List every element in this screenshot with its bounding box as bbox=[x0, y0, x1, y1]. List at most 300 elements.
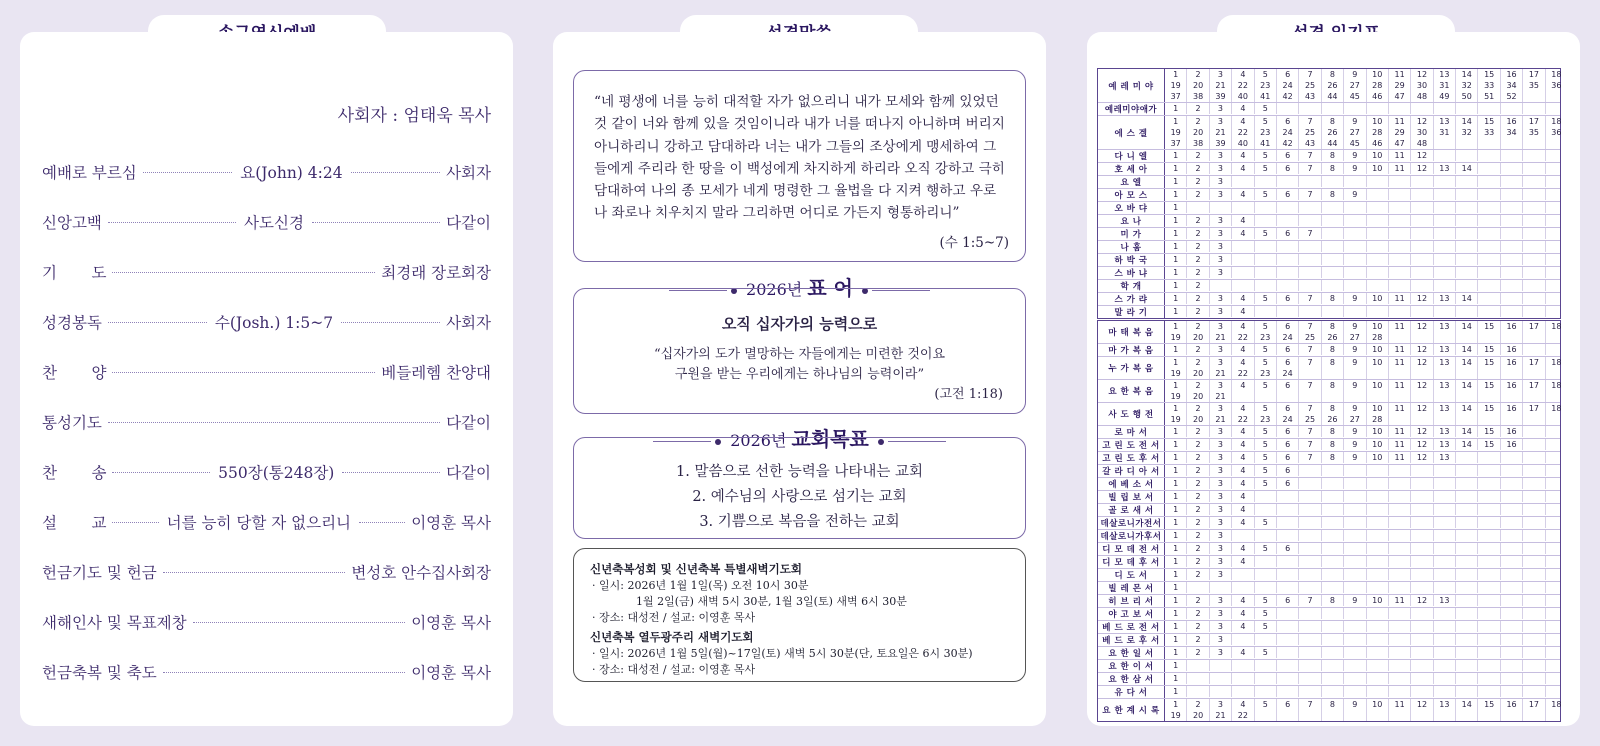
chapter-cell: 1 bbox=[1173, 190, 1179, 199]
chapter-cell: 14 bbox=[1455, 426, 1477, 437]
chapter-cell bbox=[1500, 621, 1522, 632]
chapter-line bbox=[1165, 163, 1567, 174]
chapter-cell bbox=[1254, 215, 1276, 226]
chapter-cell bbox=[1410, 647, 1432, 658]
chapter-cell: 28 bbox=[1366, 414, 1388, 425]
chapter-line bbox=[1165, 202, 1567, 213]
chapter-cell bbox=[1321, 582, 1343, 593]
chapter-cell: 3 bbox=[1209, 530, 1231, 541]
dotted-leader bbox=[108, 321, 207, 323]
chapter-cell: 7 bbox=[1298, 116, 1320, 127]
chapter-cell bbox=[1545, 647, 1567, 658]
chapter-cell bbox=[1321, 569, 1343, 580]
chapter-cell bbox=[1276, 634, 1298, 645]
chapter-cell: 18 bbox=[1545, 321, 1567, 332]
chapter-cell: 12 bbox=[1410, 69, 1432, 80]
chapter-cell bbox=[1455, 673, 1477, 684]
chapter-cell: 24 bbox=[1276, 332, 1298, 343]
chapter-cell bbox=[1522, 163, 1544, 174]
book-name: 다 니 엘 bbox=[1098, 150, 1165, 162]
chapter-cell: 1 bbox=[1173, 242, 1179, 251]
chapter-cell: 22 bbox=[1231, 710, 1253, 721]
book-name: 오 바 댜 bbox=[1098, 202, 1165, 214]
chapter-cell: 4 bbox=[1231, 344, 1253, 355]
chapter-cell bbox=[1522, 332, 1544, 343]
chapter-cell: 9 bbox=[1343, 595, 1365, 606]
chapter-cell bbox=[1522, 556, 1544, 567]
chapter-cell bbox=[1500, 267, 1522, 278]
chapter-line bbox=[1165, 380, 1567, 391]
notice-line: · 일시: 2026년 1월 5일(월)~17일(토) 새벽 5시 30분(단, 토요일은 6시 30분) bbox=[592, 647, 973, 660]
chapter-cell: 14 bbox=[1455, 699, 1477, 710]
dotted-leader bbox=[108, 221, 236, 223]
chapter-cell bbox=[1276, 491, 1298, 502]
chapter-cell bbox=[1388, 517, 1410, 528]
book-row bbox=[1098, 516, 1560, 529]
book-row bbox=[1098, 646, 1560, 659]
chapter-cell: 2 bbox=[1186, 116, 1208, 127]
chapter-cell bbox=[1343, 543, 1365, 554]
chapter-cell bbox=[1366, 543, 1388, 554]
chapter-cell: 2 bbox=[1186, 228, 1208, 239]
chapter-cell bbox=[1545, 332, 1567, 343]
chapter-cell bbox=[1410, 202, 1432, 213]
chapter-cell bbox=[1231, 254, 1253, 265]
chapter-cell: 5 bbox=[1254, 403, 1276, 414]
chapter-cell: 4 bbox=[1231, 357, 1253, 368]
book-name: 예레미야애가 bbox=[1098, 103, 1165, 115]
book-name: 베 드 로 전 서 bbox=[1098, 621, 1165, 633]
chapter-grid bbox=[1165, 202, 1567, 214]
book-row bbox=[1098, 477, 1560, 490]
book-name: 요 엘 bbox=[1098, 176, 1165, 188]
chapter-cell bbox=[1545, 660, 1567, 671]
chapter-cell: 6 bbox=[1276, 116, 1298, 127]
chapter-cell bbox=[1388, 543, 1410, 554]
book-name: 말 라 기 bbox=[1098, 306, 1165, 318]
chapter-cell bbox=[1321, 228, 1343, 239]
chapter-cell: 13 bbox=[1433, 452, 1455, 463]
chapter-cell bbox=[1522, 608, 1544, 619]
chapter-cell bbox=[1455, 608, 1477, 619]
chapter-cell bbox=[1522, 228, 1544, 239]
chapter-cell: 31 bbox=[1433, 80, 1455, 91]
chapter-cell bbox=[1545, 150, 1567, 161]
chapter-cell: 7 bbox=[1298, 69, 1320, 80]
chapter-cell bbox=[1500, 634, 1522, 645]
chapter-grid bbox=[1165, 439, 1567, 451]
chapter-cell bbox=[1276, 215, 1298, 226]
chapter-cell: 6 bbox=[1276, 321, 1298, 332]
chapter-cell: 8 bbox=[1321, 116, 1343, 127]
chapter-cell: 20 bbox=[1186, 80, 1208, 91]
chapter-cell bbox=[1522, 673, 1544, 684]
chapter-cell: 18 bbox=[1545, 699, 1567, 710]
chapter-cell: 2 bbox=[1186, 569, 1208, 580]
chapter-cell bbox=[1254, 556, 1276, 567]
chapter-cell: 13 bbox=[1433, 595, 1455, 606]
chapter-cell bbox=[1254, 686, 1276, 697]
chapter-grid bbox=[1165, 380, 1567, 402]
chapter-cell: 6 bbox=[1276, 439, 1298, 450]
chapter-cell: 6 bbox=[1276, 189, 1298, 200]
book-row bbox=[1098, 102, 1560, 115]
chapter-cell bbox=[1433, 569, 1455, 580]
chapter-cell bbox=[1388, 556, 1410, 567]
order-item-person: 변성호 안수집사회장 bbox=[351, 564, 491, 582]
chapter-cell bbox=[1500, 391, 1522, 402]
chapter-grid bbox=[1165, 254, 1567, 266]
chapter-cell: 6 bbox=[1276, 357, 1298, 368]
chapter-cell bbox=[1321, 306, 1343, 317]
chapter-cell bbox=[1298, 530, 1320, 541]
chapter-cell: 27 bbox=[1343, 80, 1365, 91]
chapter-cell: 4 bbox=[1231, 543, 1253, 554]
chapter-cell bbox=[1366, 504, 1388, 515]
book-name: 갈 라 디 아 서 bbox=[1098, 465, 1165, 477]
chapter-grid bbox=[1165, 634, 1567, 646]
chapter-cell bbox=[1298, 391, 1320, 402]
chapter-cell bbox=[1410, 241, 1432, 252]
chapter-cell bbox=[1433, 254, 1455, 265]
chapter-cell bbox=[1545, 530, 1567, 541]
chapter-cell: 10 bbox=[1366, 595, 1388, 606]
chapter-cell: 3 bbox=[1209, 426, 1231, 437]
chapter-cell: 40 bbox=[1231, 91, 1253, 102]
chapter-cell bbox=[1343, 582, 1365, 593]
chapter-cell: 9 bbox=[1343, 293, 1365, 304]
chapter-cell: 8 bbox=[1321, 595, 1343, 606]
chapter-cell bbox=[1433, 202, 1455, 213]
book-row bbox=[1098, 659, 1560, 672]
chapter-cell bbox=[1388, 391, 1410, 402]
chapter-cell bbox=[1388, 202, 1410, 213]
chapter-cell: 3 bbox=[1209, 344, 1231, 355]
chapter-cell: 21 bbox=[1209, 710, 1231, 721]
dotted-leader bbox=[112, 521, 158, 523]
chapter-cell: 2 bbox=[1186, 254, 1208, 265]
chapter-cell bbox=[1545, 439, 1567, 450]
chapter-cell: 12 bbox=[1410, 357, 1432, 368]
chapter-cell bbox=[1276, 202, 1298, 213]
chapter-cell bbox=[1545, 569, 1567, 580]
chapter-cell bbox=[1298, 215, 1320, 226]
chapter-cell bbox=[1545, 543, 1567, 554]
chapter-cell bbox=[1522, 103, 1544, 114]
chapter-cell bbox=[1410, 254, 1432, 265]
chapter-cell bbox=[1298, 306, 1320, 317]
chapter-cell: 21 bbox=[1209, 391, 1231, 402]
chapter-cell bbox=[1388, 504, 1410, 515]
chapter-cell bbox=[1276, 686, 1298, 697]
chapter-line bbox=[1165, 530, 1567, 541]
chapter-cell: 35 bbox=[1522, 127, 1544, 138]
chapter-cell: 6 bbox=[1276, 403, 1298, 414]
book-name: 빌 레 몬 서 bbox=[1098, 582, 1165, 594]
book-name: 골 로 새 서 bbox=[1098, 504, 1165, 516]
book-name: 에 베 소 서 bbox=[1098, 478, 1165, 490]
chapter-cell bbox=[1343, 647, 1365, 658]
chapter-cell bbox=[1477, 150, 1499, 161]
chapter-cell: 17 bbox=[1522, 69, 1544, 80]
chapter-cell bbox=[1321, 267, 1343, 278]
chapter-grid bbox=[1165, 321, 1567, 343]
chapter-cell bbox=[1522, 621, 1544, 632]
chapter-cell: 21 bbox=[1209, 332, 1231, 343]
chapter-cell bbox=[1500, 332, 1522, 343]
dotted-leader bbox=[108, 421, 440, 423]
chapter-cell: 5 bbox=[1254, 595, 1276, 606]
chapter-cell: 2 bbox=[1186, 163, 1208, 174]
chapter-cell bbox=[1522, 569, 1544, 580]
chapter-cell: 26 bbox=[1321, 332, 1343, 343]
order-item-label: 예배로 부르심 bbox=[42, 164, 137, 182]
chapter-cell: 5 bbox=[1254, 150, 1276, 161]
chapter-cell: 39 bbox=[1209, 91, 1231, 102]
chapter-cell bbox=[1298, 556, 1320, 567]
chapter-cell: 15 bbox=[1477, 344, 1499, 355]
chapter-cell bbox=[1545, 202, 1567, 213]
chapter-cell bbox=[1276, 673, 1298, 684]
order-row bbox=[42, 210, 491, 234]
chapter-cell bbox=[1455, 530, 1477, 541]
chapter-cell: 8 bbox=[1321, 150, 1343, 161]
chapter-cell bbox=[1455, 150, 1477, 161]
chapter-cell: 20 bbox=[1186, 710, 1208, 721]
book-row bbox=[1098, 594, 1560, 607]
motto-line2: 구원을 받는 우리에게는 하나님의 능력이라” bbox=[674, 367, 925, 382]
chapter-cell bbox=[1388, 634, 1410, 645]
chapter-cell bbox=[1388, 647, 1410, 658]
chapter-cell bbox=[1522, 710, 1544, 721]
chapter-cell: 6 bbox=[1276, 293, 1298, 304]
chapter-cell bbox=[1343, 634, 1365, 645]
chapter-cell bbox=[1298, 267, 1320, 278]
chapter-cell: 13 bbox=[1433, 321, 1455, 332]
chapter-cell: 2 bbox=[1186, 699, 1208, 710]
chapter-cell bbox=[1366, 517, 1388, 528]
chapter-cell bbox=[1254, 202, 1276, 213]
notice-line: 1월 2일(금) 새벽 5시 30분, 1월 3일(토) 새벽 6시 30분 bbox=[636, 595, 907, 608]
chapter-cell: 9 bbox=[1343, 452, 1365, 463]
chapter-grid bbox=[1165, 569, 1567, 581]
chapter-cell: 14 bbox=[1455, 293, 1477, 304]
book-row bbox=[1098, 542, 1560, 555]
chapter-cell: 28 bbox=[1366, 332, 1388, 343]
order-row bbox=[42, 260, 491, 284]
chapter-cell bbox=[1477, 491, 1499, 502]
goal-item: 3. 기쁨으로 복음을 전하는 교회 bbox=[699, 514, 900, 530]
book-row bbox=[1098, 698, 1560, 721]
chapter-cell bbox=[1254, 491, 1276, 502]
chapter-cell bbox=[1298, 673, 1320, 684]
chapter-cell: 13 bbox=[1433, 344, 1455, 355]
book-name: 학 개 bbox=[1098, 280, 1165, 292]
chapter-cell bbox=[1366, 530, 1388, 541]
chapter-cell: 19 bbox=[1170, 392, 1181, 401]
chapter-cell bbox=[1209, 673, 1231, 684]
chapter-cell bbox=[1522, 215, 1544, 226]
chapter-cell bbox=[1343, 228, 1365, 239]
chapter-grid bbox=[1165, 150, 1567, 162]
chapter-cell: 5 bbox=[1254, 439, 1276, 450]
chapter-cell: 4 bbox=[1231, 163, 1253, 174]
chapter-line bbox=[1165, 403, 1567, 414]
chapter-cell bbox=[1477, 478, 1499, 489]
book-name: 예 레 미 야 bbox=[1098, 69, 1165, 102]
chapter-cell: 2 bbox=[1186, 530, 1208, 541]
chapter-cell bbox=[1254, 660, 1276, 671]
chapter-cell bbox=[1522, 491, 1544, 502]
book-row bbox=[1098, 266, 1560, 279]
chapter-cell bbox=[1500, 189, 1522, 200]
chapter-cell: 10 bbox=[1366, 69, 1388, 80]
chapter-cell: 1 bbox=[1173, 687, 1179, 696]
chapter-cell bbox=[1343, 202, 1365, 213]
chapter-cell: 23 bbox=[1254, 368, 1276, 379]
book-row bbox=[1098, 343, 1560, 356]
chapter-cell: 2 bbox=[1186, 241, 1208, 252]
chapter-cell: 6 bbox=[1276, 452, 1298, 463]
chapter-cell bbox=[1410, 280, 1432, 291]
chapter-cell: 2 bbox=[1186, 517, 1208, 528]
dotted-leader bbox=[312, 221, 440, 223]
chapter-cell bbox=[1343, 280, 1365, 291]
chapter-cell bbox=[1388, 465, 1410, 476]
order-item-label: 헌금기도 및 헌금 bbox=[42, 564, 157, 582]
chapter-cell bbox=[1388, 306, 1410, 317]
chapter-cell bbox=[1500, 150, 1522, 161]
chapter-cell: 27 bbox=[1343, 127, 1365, 138]
chapter-cell bbox=[1388, 215, 1410, 226]
chapter-cell bbox=[1276, 621, 1298, 632]
motto-title: 오직 십자가의 능력으로 bbox=[721, 315, 878, 333]
chapter-cell bbox=[1343, 478, 1365, 489]
book-row bbox=[1098, 402, 1560, 425]
book-name: 데살로니가전서 bbox=[1098, 517, 1165, 529]
chapter-cell: 7 bbox=[1298, 189, 1320, 200]
chapter-cell: 11 bbox=[1388, 452, 1410, 463]
chapter-cell: 5 bbox=[1254, 699, 1276, 710]
book-name: 누 가 복 음 bbox=[1098, 357, 1165, 379]
chapter-cell: 11 bbox=[1388, 69, 1410, 80]
chapter-cell: 9 bbox=[1343, 69, 1365, 80]
chapter-cell bbox=[1388, 414, 1410, 425]
book-name: 디 도 서 bbox=[1098, 569, 1165, 581]
chapter-line bbox=[1165, 280, 1567, 291]
chapter-cell: 32 bbox=[1455, 127, 1477, 138]
chapter-cell bbox=[1455, 504, 1477, 515]
chapter-cell: 10 bbox=[1366, 699, 1388, 710]
chapter-cell bbox=[1477, 228, 1499, 239]
dotted-leader bbox=[143, 171, 233, 173]
chapter-cell bbox=[1298, 202, 1320, 213]
chapter-cell bbox=[1545, 414, 1567, 425]
order-row bbox=[42, 660, 491, 684]
chapter-cell: 1 bbox=[1173, 345, 1179, 354]
chapter-cell bbox=[1276, 530, 1298, 541]
motto-ref: (고전 1:18) bbox=[934, 387, 1003, 402]
chapter-cell: 12 bbox=[1410, 116, 1432, 127]
chapter-cell bbox=[1477, 686, 1499, 697]
chapter-line bbox=[1165, 91, 1567, 102]
chapter-cell bbox=[1410, 608, 1432, 619]
chapter-cell: 16 bbox=[1500, 116, 1522, 127]
chapter-cell: 7 bbox=[1298, 357, 1320, 368]
chapter-cell bbox=[1433, 621, 1455, 632]
order-row bbox=[42, 360, 491, 384]
chapter-cell: 8 bbox=[1321, 189, 1343, 200]
chapter-cell: 2 bbox=[1186, 621, 1208, 632]
order-item-person: 이영훈 목사 bbox=[411, 614, 491, 632]
chapter-cell: 16 bbox=[1500, 380, 1522, 391]
chapter-cell bbox=[1433, 306, 1455, 317]
chapter-cell bbox=[1545, 241, 1567, 252]
chapter-line bbox=[1165, 357, 1567, 368]
chapter-cell: 7 bbox=[1298, 595, 1320, 606]
chapter-cell bbox=[1522, 543, 1544, 554]
chapter-cell bbox=[1545, 215, 1567, 226]
chapter-cell bbox=[1545, 556, 1567, 567]
chapter-cell bbox=[1455, 306, 1477, 317]
chapter-cell: 1 bbox=[1173, 609, 1179, 618]
chapter-grid bbox=[1165, 530, 1567, 542]
chapter-cell bbox=[1388, 710, 1410, 721]
notice-line: · 장소: 대성전 / 설교: 이영훈 목사 bbox=[592, 611, 756, 624]
dotted-leader bbox=[163, 571, 346, 573]
chapter-cell: 49 bbox=[1433, 91, 1455, 102]
chapter-cell bbox=[1477, 634, 1499, 645]
chapter-cell bbox=[1366, 673, 1388, 684]
chapter-grid bbox=[1165, 478, 1567, 490]
chapter-cell bbox=[1343, 103, 1365, 114]
chapter-cell: 23 bbox=[1254, 332, 1276, 343]
chapter-cell: 1 bbox=[1173, 268, 1179, 277]
chapter-cell: 14 bbox=[1455, 403, 1477, 414]
chapter-cell: 11 bbox=[1388, 150, 1410, 161]
chapter-cell: 10 bbox=[1366, 321, 1388, 332]
dotted-leader bbox=[112, 371, 375, 373]
chapter-cell bbox=[1388, 332, 1410, 343]
chapter-cell: 7 bbox=[1298, 321, 1320, 332]
chapter-cell bbox=[1388, 569, 1410, 580]
order-item-detail: 수(Josh.) 1:5~7 bbox=[214, 314, 334, 332]
chapter-cell bbox=[1522, 176, 1544, 187]
chapter-cell: 5 bbox=[1254, 69, 1276, 80]
chapter-cell: 9 bbox=[1343, 380, 1365, 391]
chapter-cell: 2 bbox=[1186, 150, 1208, 161]
chapter-grid bbox=[1165, 595, 1567, 607]
chapter-cell bbox=[1410, 368, 1432, 379]
chapter-cell: 4 bbox=[1231, 426, 1253, 437]
chapter-cell bbox=[1545, 344, 1567, 355]
chapter-cell bbox=[1522, 595, 1544, 606]
chapter-cell: 8 bbox=[1321, 344, 1343, 355]
chapter-cell: 10 bbox=[1366, 439, 1388, 450]
chapter-cell: 1 bbox=[1173, 255, 1179, 264]
chapter-cell: 1 bbox=[1173, 440, 1179, 449]
chapter-cell bbox=[1366, 634, 1388, 645]
chapter-line bbox=[1165, 332, 1567, 343]
chapter-cell: 12 bbox=[1410, 403, 1432, 414]
chapter-cell: 2 bbox=[1186, 306, 1208, 317]
chapter-cell: 17 bbox=[1522, 699, 1544, 710]
chapter-cell: 18 bbox=[1545, 116, 1567, 127]
chapter-cell bbox=[1455, 176, 1477, 187]
chapter-cell: 10 bbox=[1366, 452, 1388, 463]
chapter-cell bbox=[1209, 660, 1231, 671]
book-name: 아 모 스 bbox=[1098, 189, 1165, 201]
